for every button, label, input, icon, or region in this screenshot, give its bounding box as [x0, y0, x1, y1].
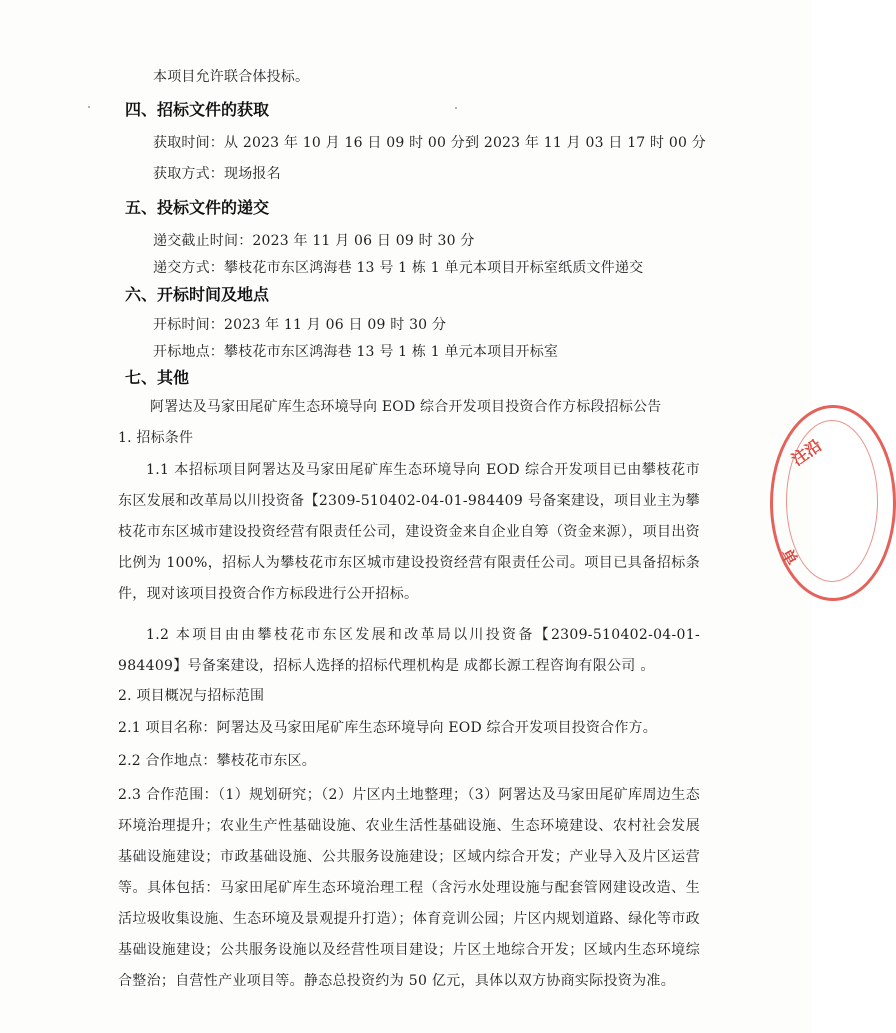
section-heading-4: 四、招标文件的获取: [125, 100, 270, 119]
paragraph-text: 2.3 合作范围：（1）规划研究；（2）片区内土地整理；（3）阿署达及马家田尾矿库周边生态环境治理提升；农业生产性基础设施、农业生活性基础设施、生态环境建设、农村社会发展基础设施建设；市政基础设施、公共服务设施建设；区域内综合开发；产业导入及片区运营等。具体包括：马家田尾矿库生态环境治理工程（含污水处理设施与配套管网建设改造、生活垃圾收集设施、生态环境及景观提升打造）；体育竞训公园；片区内规划道路、绿化等市政基础设施建设；公共服务设施以及经营性项目建设；片区土地综合开发；区域内生态环境综合整治；自营性产业项目等。静态总投资约为 50 亿元，具体以双方协商实际投资为准。: [118, 787, 700, 989]
section-heading-6: 六、开标时间及地点: [125, 285, 270, 304]
text-line: 获取方式：现场报名: [153, 166, 281, 182]
text-line: 1. 招标条件: [118, 430, 194, 446]
seal-text-bottom: 单: [776, 545, 802, 569]
paragraph-2-3: [118, 780, 700, 997]
paragraph-text: 1.2 本项目由由攀枝花市东区发展和改革局以川投资备【2309-510402-04-01-984409】号备案建设，招标人选择的招标代理机构是 成都长源工程咨询有限公司 。: [118, 627, 700, 674]
scan-speck: [455, 107, 457, 109]
section-heading-7: 七、其他: [125, 368, 190, 387]
section-heading-5: 五、投标文件的递交: [125, 198, 270, 217]
scan-speck: [88, 106, 90, 108]
text-line: 2.1 项目名称：阿署达及马家田尾矿库生态环境导向 EOD 综合开发项目投资合作方。: [118, 720, 657, 736]
text-line: 开标时间：2023 年 11 月 06 日 09 时 30 分: [153, 317, 447, 333]
seal-text-top: 注沿: [788, 435, 826, 470]
paragraph-1-1: [118, 455, 700, 610]
text-line: 本项目允许联合体投标。: [153, 69, 310, 85]
text-line: 阿署达及马家田尾矿库生态环境导向 EOD 综合开发项目投资合作方标段招标公告: [150, 399, 662, 415]
paragraph-text: 1.1 本招标项目阿署达及马家田尾矿库生态环境导向 EOD 综合开发项目已由攀枝花市东区发展和改革局以川投资备【2309-510402-04-01-984409 号备案建设，项目业主为攀枝花市东区城市建设投资经营有限责任公司，建设资金来自企业自筹（资金来源），项目出资比例为 100%，招标人为攀枝花市东区城市建设投资经营有限责任公司。项目已具备招标条件，现对该项目投资合作方标段进行公开招标。: [118, 462, 700, 602]
text-line: 递交方式：攀枝花市东区鸿海巷 13 号 1 栋 1 单元本项目开标室纸质文件递交: [153, 260, 644, 276]
text-line: 2.2 合作地点：攀枝花市东区。: [118, 753, 316, 769]
text-line: 开标地点：攀枝花市东区鸿海巷 13 号 1 栋 1 单元本项目开标室: [153, 344, 559, 360]
text-line: 递交截止时间：2023 年 11 月 06 日 09 时 30 分: [153, 233, 475, 249]
text-line: 2. 项目概况与招标范围: [118, 688, 265, 704]
paragraph-1-2: [118, 620, 700, 682]
text-line: 获取时间：从 2023 年 10 月 16 日 09 时 00 分到 2023 年 11 月 03 日 17 时 00 分: [153, 135, 706, 151]
